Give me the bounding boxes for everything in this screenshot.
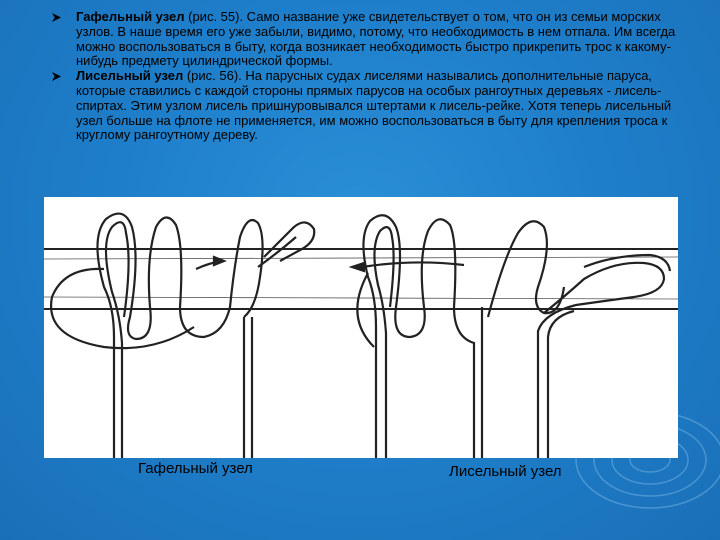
- knot-illustration: [44, 197, 678, 458]
- bullet-title: Лисельный узел: [76, 68, 184, 84]
- caption-gafel: Гафельный узел: [138, 460, 253, 477]
- gafel-knot: [51, 214, 314, 458]
- bullet-text: (рис. 55). Само название уже свидетельствует о том, что он из семьи морских узлов. В наше время его уже забыли, видимо, потому, что необходимость в нем отпала. Им всегда можно воспользоваться в быту, когда возникает необходимость быстро прикрепить трос к какому-нибудь предмету цилиндрической формы.: [76, 9, 676, 69]
- arrowhead-bullet-icon: [52, 72, 61, 81]
- arrowhead-bullet-icon: [52, 13, 61, 22]
- lisel-knot: [352, 215, 670, 458]
- caption-lisel: Лисельный узел: [449, 463, 562, 480]
- bullet-title: Гафельный узел: [76, 9, 185, 24]
- bullet-text: (рис. 56). На парусных судах лиселями назывались дополнительные паруса, которые ставились с каждой стороны прямых парусов на особых рангоутных деревьях - лисель-спиртах. Этим узлом лисель пришнуровывался штертами к лисель-рейке. Хотя теперь лисельный узел больше на флоте не применяется, им можно воспользоваться в быту для крепления троса к круглому рангоутному дереву.: [76, 68, 672, 143]
- bullet-list: [52, 10, 692, 143]
- bullet-lisel: [52, 69, 692, 143]
- bullet-gafel: [52, 10, 692, 69]
- knot-drawing: [44, 197, 678, 458]
